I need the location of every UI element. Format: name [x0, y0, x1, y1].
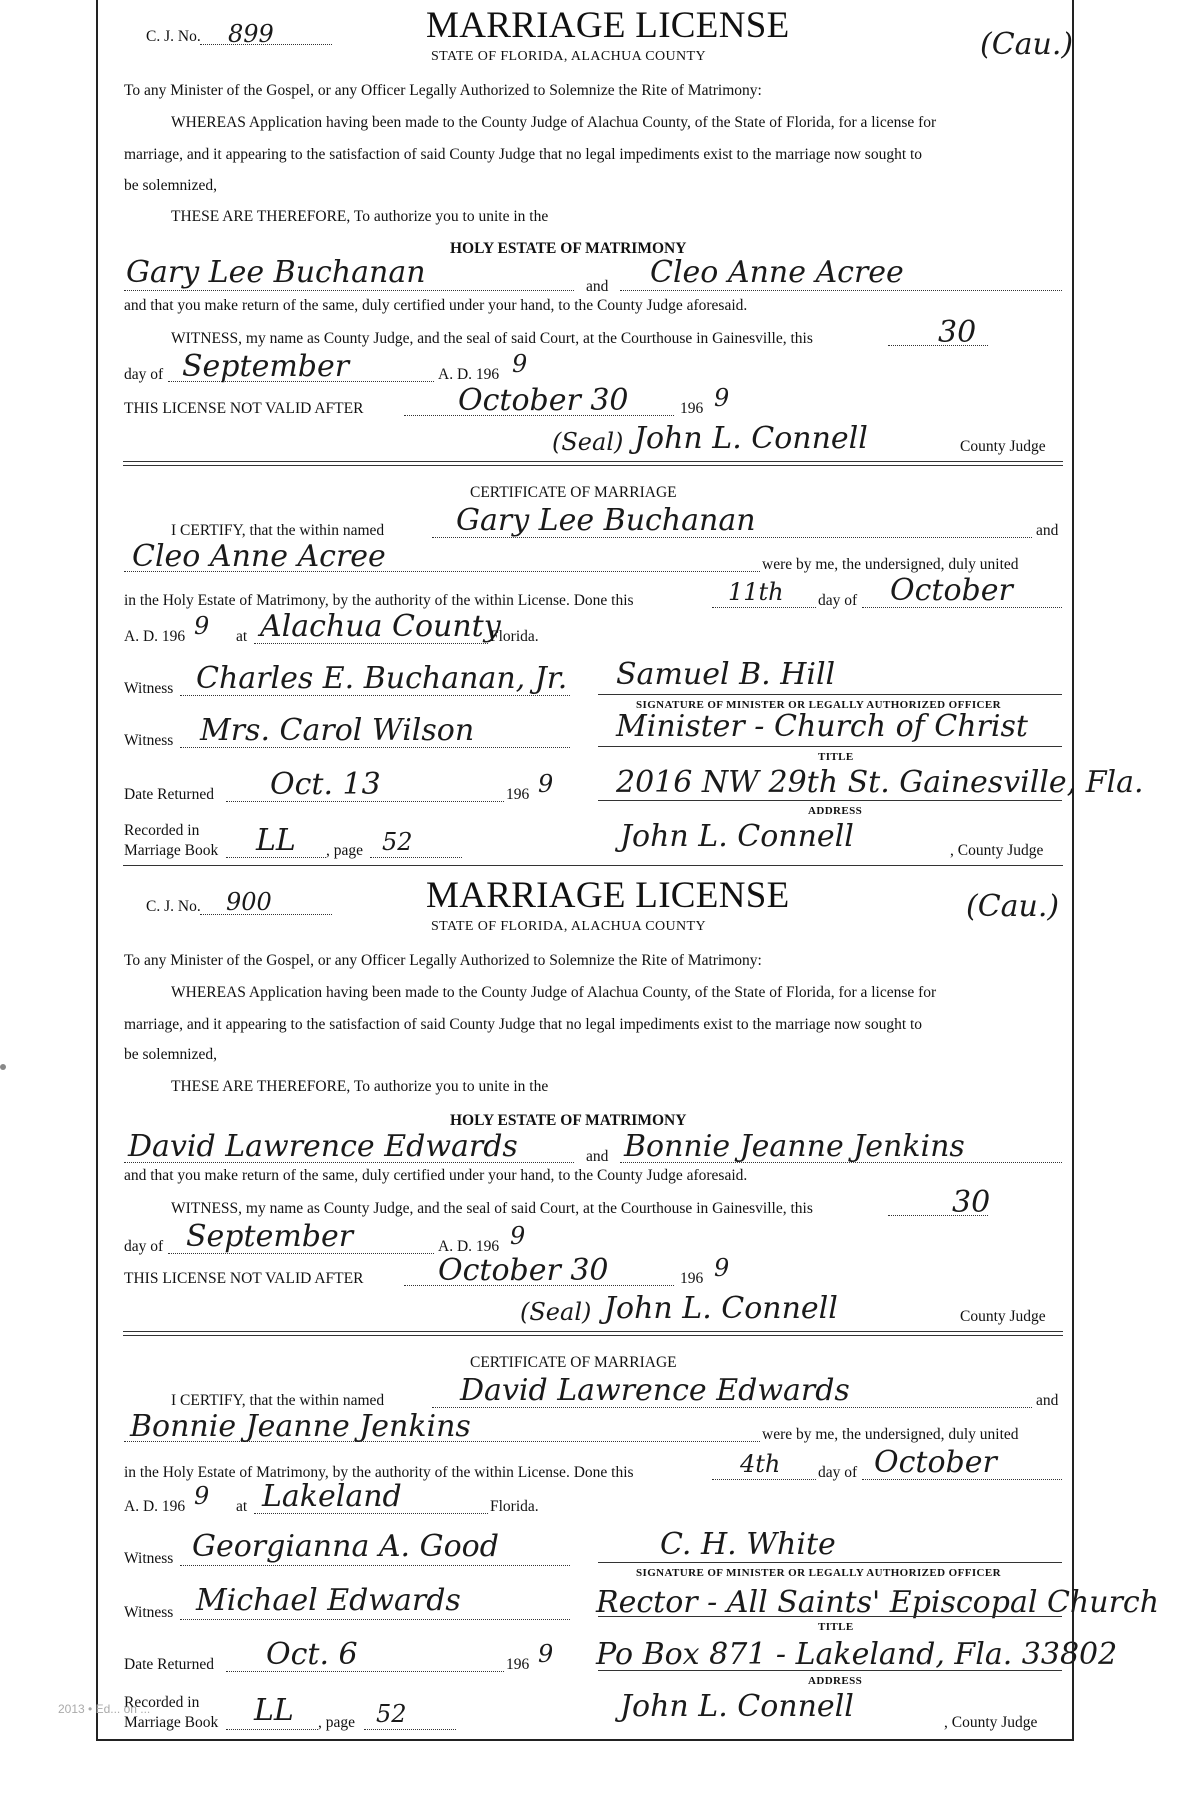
done-day-line — [712, 1479, 816, 1480]
returned-year-prefix: 196 — [506, 1656, 530, 1673]
signature-caption: SIGNATURE OF MINISTER OR LEGALLY AUTHORIZED OFFICER — [636, 1567, 1001, 1579]
license-note: (Cau.) — [980, 27, 1074, 62]
title-caption: TITLE — [818, 1621, 854, 1633]
license-note: (Cau.) — [966, 889, 1060, 924]
were-by-me-text: were by me, the undersigned, duly united — [762, 1426, 1019, 1443]
not-valid-label: THIS LICENSE NOT VALID AFTER — [124, 400, 364, 417]
clerk-signature: John L. Connell — [620, 819, 854, 854]
witness-day-value: 30 — [952, 1185, 991, 1220]
scan-mark — [0, 1064, 6, 1070]
witness-1-name: Charles E. Buchanan, Jr. — [196, 661, 568, 696]
page-label: , page — [318, 1714, 356, 1731]
witness-1-line — [180, 1565, 570, 1566]
minister-signature: C. H. White — [660, 1527, 836, 1562]
county-judge-label: County Judge — [960, 438, 1046, 455]
date-returned-value: Oct. 13 — [270, 767, 381, 802]
done-month-value: October — [874, 1445, 997, 1480]
page-value: 52 — [376, 1700, 407, 1728]
marriage-book-label: Marriage Book — [124, 1714, 219, 1731]
not-valid-label: THIS LICENSE NOT VALID AFTER — [124, 1270, 364, 1287]
cert-bride-name: Bonnie Jeanne Jenkins — [130, 1409, 471, 1444]
section-divider — [123, 461, 1063, 466]
witness-clause: WITNESS, my name as County Judge, and the seal of said Court, at the Courthouse in Gainesville, this — [171, 1200, 813, 1217]
address-line — [598, 800, 1062, 801]
section-divider — [123, 1331, 1063, 1336]
month-value: September — [186, 1219, 354, 1254]
returned-year-prefix: 196 — [506, 786, 530, 803]
ad-label: A. D. 196 — [438, 366, 500, 383]
title-value: Rector - All Saints' Episcopal Church — [596, 1585, 1160, 1620]
book-line — [226, 1729, 318, 1730]
signature-line — [598, 1562, 1062, 1563]
done-year-value: 9 — [194, 1482, 210, 1510]
whereas-line-1: WHEREAS Application having been made to the County Judge of Alachua County, of the State of Florida, for a license for — [171, 984, 937, 1001]
clerk-county-judge-label: , County Judge — [944, 1714, 1038, 1731]
clerk-county-judge-label: , County Judge — [950, 842, 1044, 859]
seal-mark: (Seal) — [552, 428, 624, 456]
month-value: September — [182, 349, 350, 384]
bride-line — [620, 290, 1062, 291]
at-label: at — [236, 1498, 248, 1515]
address-caption: ADDRESS — [808, 1675, 863, 1687]
license-title: MARRIAGE LICENSE — [426, 5, 790, 46]
expiry-year-value: 9 — [714, 1254, 730, 1282]
done-month-value: October — [890, 573, 1013, 608]
title-value: Minister - Church of Christ — [616, 709, 1028, 744]
done-day-line — [712, 607, 816, 608]
license-separator — [123, 865, 1063, 866]
done-day-of-label: day of — [818, 1464, 858, 1481]
holy-estate-line: in the Holy Estate of Matrimony, by the authority of the within License. Done this — [124, 1464, 634, 1481]
expiry-value: October 30 — [438, 1253, 609, 1288]
witness-clause: WITNESS, my name as County Judge, and the seal of said Court, at the Courthouse in Gainesville, this — [171, 330, 813, 347]
address-line — [598, 1670, 1062, 1671]
year-value: 9 — [510, 1222, 526, 1250]
minister-signature: Samuel B. Hill — [616, 657, 836, 692]
certificate-title: CERTIFICATE OF MARRIAGE — [470, 484, 677, 501]
witness-1-name: Georgianna A. Good — [192, 1529, 499, 1564]
i-certify-text: I CERTIFY, that the within named — [171, 1392, 385, 1409]
certificate-title: CERTIFICATE OF MARRIAGE — [470, 1354, 677, 1371]
return-text: and that you make return of the same, duly certified under your hand, to the County Judge aforesaid. — [124, 297, 748, 314]
done-day-value: 11th — [728, 578, 784, 606]
and-label: and — [586, 1148, 609, 1165]
date-returned-label: Date Returned — [124, 786, 214, 803]
page-value: 52 — [382, 828, 413, 856]
witness-2-name: Michael Edwards — [196, 1583, 461, 1618]
florida-label: Florida. — [490, 1498, 539, 1515]
address-value: Po Box 871 - Lakeland, Fla. 33802 — [596, 1637, 1118, 1672]
expiry-year-prefix: 196 — [680, 400, 704, 417]
expiry-value: October 30 — [458, 383, 629, 418]
date-returned-label: Date Returned — [124, 1656, 214, 1673]
done-ad-label: A. D. 196 — [124, 1498, 186, 1515]
place-value: Alachua County — [260, 609, 501, 644]
place-value: Lakeland — [262, 1479, 402, 1514]
license-state: STATE OF FLORIDA, ALACHUA COUNTY — [431, 49, 706, 64]
expiry-year-value: 9 — [714, 384, 730, 412]
recorded-in-label: Recorded in — [124, 822, 200, 839]
holy-estate-line: in the Holy Estate of Matrimony, by the authority of the within License. Done this — [124, 592, 634, 609]
florida-label: Florida. — [490, 628, 539, 645]
witness-1-label: Witness — [124, 680, 174, 697]
cj-number-label: C. J. No. — [146, 898, 201, 915]
holy-estate-heading: HOLY ESTATE OF MATRIMONY — [450, 1112, 687, 1129]
whereas-line-2: marriage, and it appearing to the satisfaction of said County Judge that no legal impediments exist to the marriage now sought to — [124, 1016, 923, 1033]
judge-signature: John L. Connell — [604, 1291, 838, 1326]
cj-number-label: C. J. No. — [146, 28, 201, 45]
groom-name: Gary Lee Buchanan — [126, 255, 426, 290]
clerk-signature: John L. Connell — [620, 1689, 854, 1724]
cert-bride-name: Cleo Anne Acree — [132, 539, 386, 574]
cert-groom-name: Gary Lee Buchanan — [456, 503, 756, 538]
page-label: , page — [326, 842, 364, 859]
license-state: STATE OF FLORIDA, ALACHUA COUNTY — [431, 919, 706, 934]
title-caption: TITLE — [818, 751, 854, 763]
groom-name: David Lawrence Edwards — [128, 1129, 518, 1164]
footer-watermark: 2013 • Ed... on ... — [58, 1702, 151, 1716]
marriage-book-label: Marriage Book — [124, 842, 219, 859]
returned-year-value: 9 — [538, 1640, 554, 1668]
witness-2-label: Witness — [124, 732, 174, 749]
bride-name: Bonnie Jeanne Jenkins — [624, 1129, 965, 1164]
day-of-label: day of — [124, 366, 164, 383]
returned-year-value: 9 — [538, 770, 554, 798]
signature-line — [598, 694, 1062, 695]
i-certify-text: I CERTIFY, that the within named — [171, 522, 385, 539]
witness-1-label: Witness — [124, 1550, 174, 1567]
witness-2-name: Mrs. Carol Wilson — [200, 713, 475, 748]
whereas-line-2: marriage, and it appearing to the satisfaction of said County Judge that no legal impediments exist to the marriage now sought to — [124, 146, 923, 163]
holy-estate-heading: HOLY ESTATE OF MATRIMONY — [450, 240, 687, 257]
done-day-of-label: day of — [818, 592, 858, 609]
and-label: and — [586, 278, 609, 295]
seal-mark: (Seal) — [520, 1298, 592, 1326]
cj-number-value: 900 — [226, 888, 272, 916]
date-returned-value: Oct. 6 — [266, 1637, 358, 1672]
day-of-label: day of — [124, 1238, 164, 1255]
county-judge-label: County Judge — [960, 1308, 1046, 1325]
title-line — [598, 1616, 1062, 1617]
address-caption: ADDRESS — [808, 805, 863, 817]
at-label: at — [236, 628, 248, 645]
therefore-text: THESE ARE THEREFORE, To authorize you to unite in the — [171, 208, 549, 225]
book-value: LL — [254, 1693, 294, 1728]
return-text: and that you make return of the same, duly certified under your hand, to the County Judge aforesaid. — [124, 1167, 748, 1184]
to-any-minister-text: To any Minister of the Gospel, or any Officer Legally Authorized to Solemnize the Rite of Matrimony: — [124, 82, 762, 99]
done-ad-label: A. D. 196 — [124, 628, 186, 645]
done-year-value: 9 — [194, 612, 210, 640]
were-by-me-text: were by me, the undersigned, duly united — [762, 556, 1019, 573]
to-any-minister-text: To any Minister of the Gospel, or any Officer Legally Authorized to Solemnize the Rite of Matrimony: — [124, 952, 762, 969]
cj-number-value: 899 — [228, 20, 274, 48]
done-day-value: 4th — [740, 1450, 781, 1478]
witness-day-value: 30 — [938, 315, 977, 350]
bride-name: Cleo Anne Acree — [650, 255, 904, 290]
witness-2-line — [180, 1619, 570, 1620]
year-value: 9 — [512, 350, 528, 378]
witness-2-label: Witness — [124, 1604, 174, 1621]
address-value: 2016 NW 29th St. Gainesville, Fla. — [616, 765, 1144, 800]
book-value: LL — [256, 823, 296, 858]
therefore-text: THESE ARE THEREFORE, To authorize you to unite in the — [171, 1078, 549, 1095]
groom-line — [124, 290, 574, 291]
whereas-line-3: be solemnized, — [124, 1046, 217, 1063]
title-line — [598, 746, 1062, 747]
ad-label: A. D. 196 — [438, 1238, 500, 1255]
cert-and-label: and — [1036, 522, 1059, 539]
recorded-in-label: Recorded in — [124, 1694, 200, 1711]
cert-groom-name: David Lawrence Edwards — [460, 1373, 850, 1408]
signature-caption: SIGNATURE OF MINISTER OR LEGALLY AUTHORIZED OFFICER — [636, 699, 1001, 711]
page-line — [370, 857, 462, 858]
whereas-line-1: WHEREAS Application having been made to the County Judge of Alachua County, of the State of Florida, for a license for — [171, 114, 937, 131]
expiry-year-prefix: 196 — [680, 1270, 704, 1287]
license-title: MARRIAGE LICENSE — [426, 875, 790, 916]
cert-and-label: and — [1036, 1392, 1059, 1409]
page-line — [364, 1729, 456, 1730]
judge-signature: John L. Connell — [634, 421, 868, 456]
whereas-line-3: be solemnized, — [124, 177, 217, 194]
